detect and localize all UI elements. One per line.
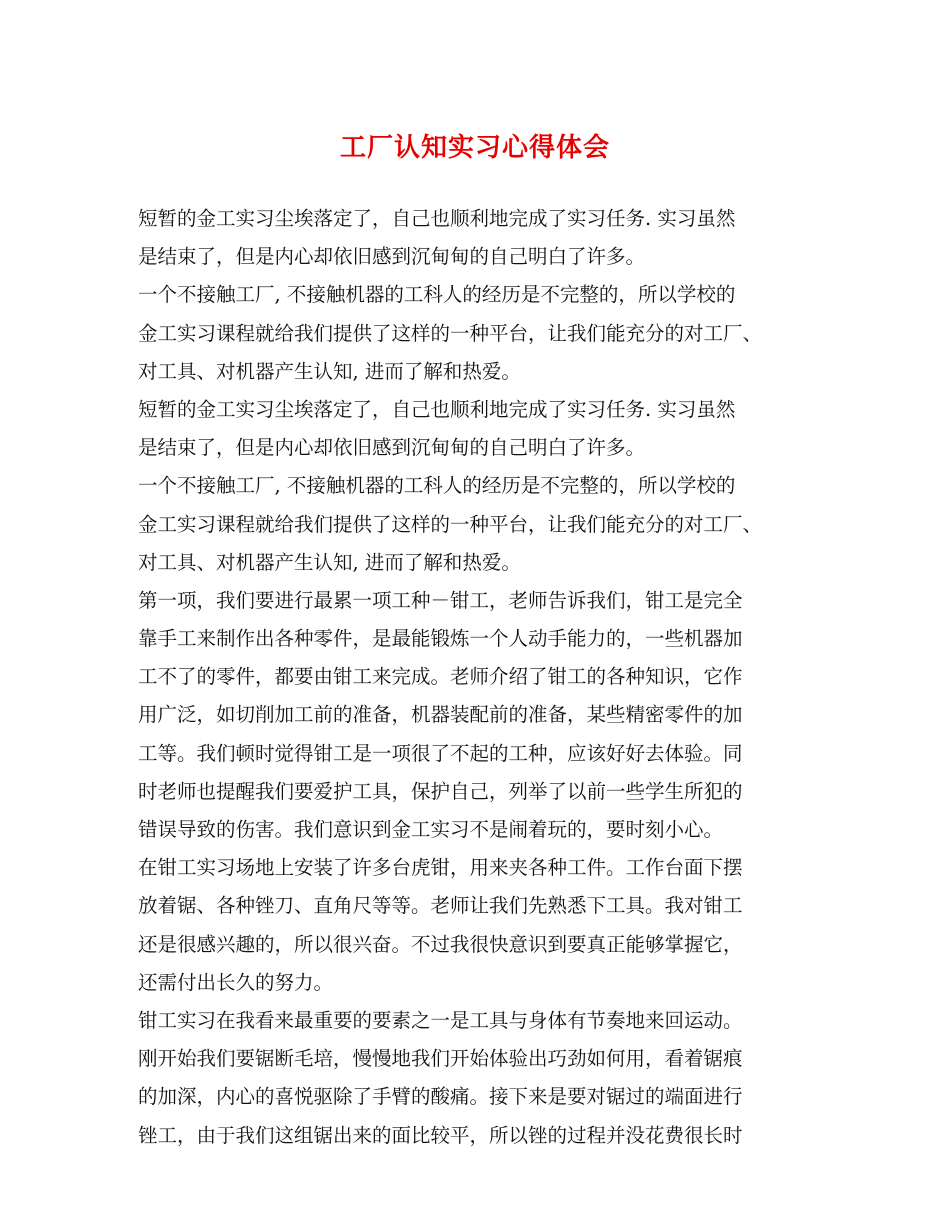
body-text-line: 是结束了，但是内心却依旧感到沉甸甸的自己明白了许多。 [138, 436, 646, 460]
body-text-line: 对工具、对机器产生认知, 进而了解和热爱。 [138, 359, 521, 383]
body-text-line: 锉工，由于我们这组锯出来的面比较平，所以锉的过程并没花费很长时 [138, 1123, 743, 1147]
body-text-line: 一个不接触工厂, 不接触机器的工科人的经历是不完整的，所以学校的 [138, 283, 736, 307]
body-text-line: 在钳工实习场地上安装了许多台虎钳，用来夹各种工件。工作台面下摆 [138, 856, 743, 880]
body-text-line: 放着锯、各种锉刀、直角尺等等。老师让我们先熟悉下工具。我对钳工 [138, 894, 743, 918]
body-text-line: 一个不接触工厂, 不接触机器的工科人的经历是不完整的，所以学校的 [138, 474, 736, 498]
body-text-line: 短暂的金工实习尘埃落定了，自己也顺利地完成了实习任务. 实习虽然 [138, 207, 736, 230]
body-text-line: 金工实习课程就给我们提供了这样的一种平台，让我们能充分的对工厂、 [138, 321, 763, 345]
body-text-line: 钳工实习在我看来最重要的要素之一是工具与身体有节奏地来回运动。 [138, 1008, 743, 1032]
body-text-line: 靠手工来制作出各种零件，是最能锻炼一个人动手能力的，一些机器加 [138, 627, 743, 651]
body-text-line: 金工实习课程就给我们提供了这样的一种平台，让我们能充分的对工厂、 [138, 512, 763, 536]
body-text-line: 用广泛，如切削加工前的准备，机器装配前的准备，某些精密零件的加 [138, 703, 743, 727]
body-text-line: 工不了的零件，都要由钳工来完成。老师介绍了钳工的各种知识，它作 [138, 665, 743, 689]
document-body [138, 200, 828, 1155]
body-text-line: 错误导致的伤害。我们意识到金工实习不是闹着玩的，要时刻小心。 [138, 818, 724, 841]
body-text-line: 时老师也提醒我们要爱护工具，保护自己，列举了以前一些学生所犯的 [138, 779, 743, 803]
body-text-line: 是结束了，但是内心却依旧感到沉甸甸的自己明白了许多。 [138, 245, 646, 269]
body-text-line: 对工具、对机器产生认知, 进而了解和热爱。 [138, 550, 521, 574]
body-text-line: 刚开始我们要锯断毛培，慢慢地我们开始体验出巧劲如何用，看着锯痕 [138, 1047, 743, 1071]
body-text-line: 的加深，内心的喜悦驱除了手臂的酸痛。接下来是要对锯过的端面进行 [138, 1085, 743, 1109]
document-title: 工厂认知实习心得体会 [339, 133, 610, 163]
body-text-line: 还需付出长久的努力。 [138, 970, 334, 994]
body-text-line: 工等。我们顿时觉得钳工是一项很了不起的工种，应该好好去体验。同 [138, 741, 743, 765]
body-text-line: 第一项，我们要进行最累一项工种－钳工，老师告诉我们，钳工是完全 [138, 588, 743, 612]
body-text-line: 短暂的金工实习尘埃落定了，自己也顺利地完成了实习任务. 实习虽然 [138, 397, 736, 421]
body-text-line: 还是很感兴趣的，所以很兴奋。不过我很快意识到要真正能够掌握它， [138, 932, 743, 956]
